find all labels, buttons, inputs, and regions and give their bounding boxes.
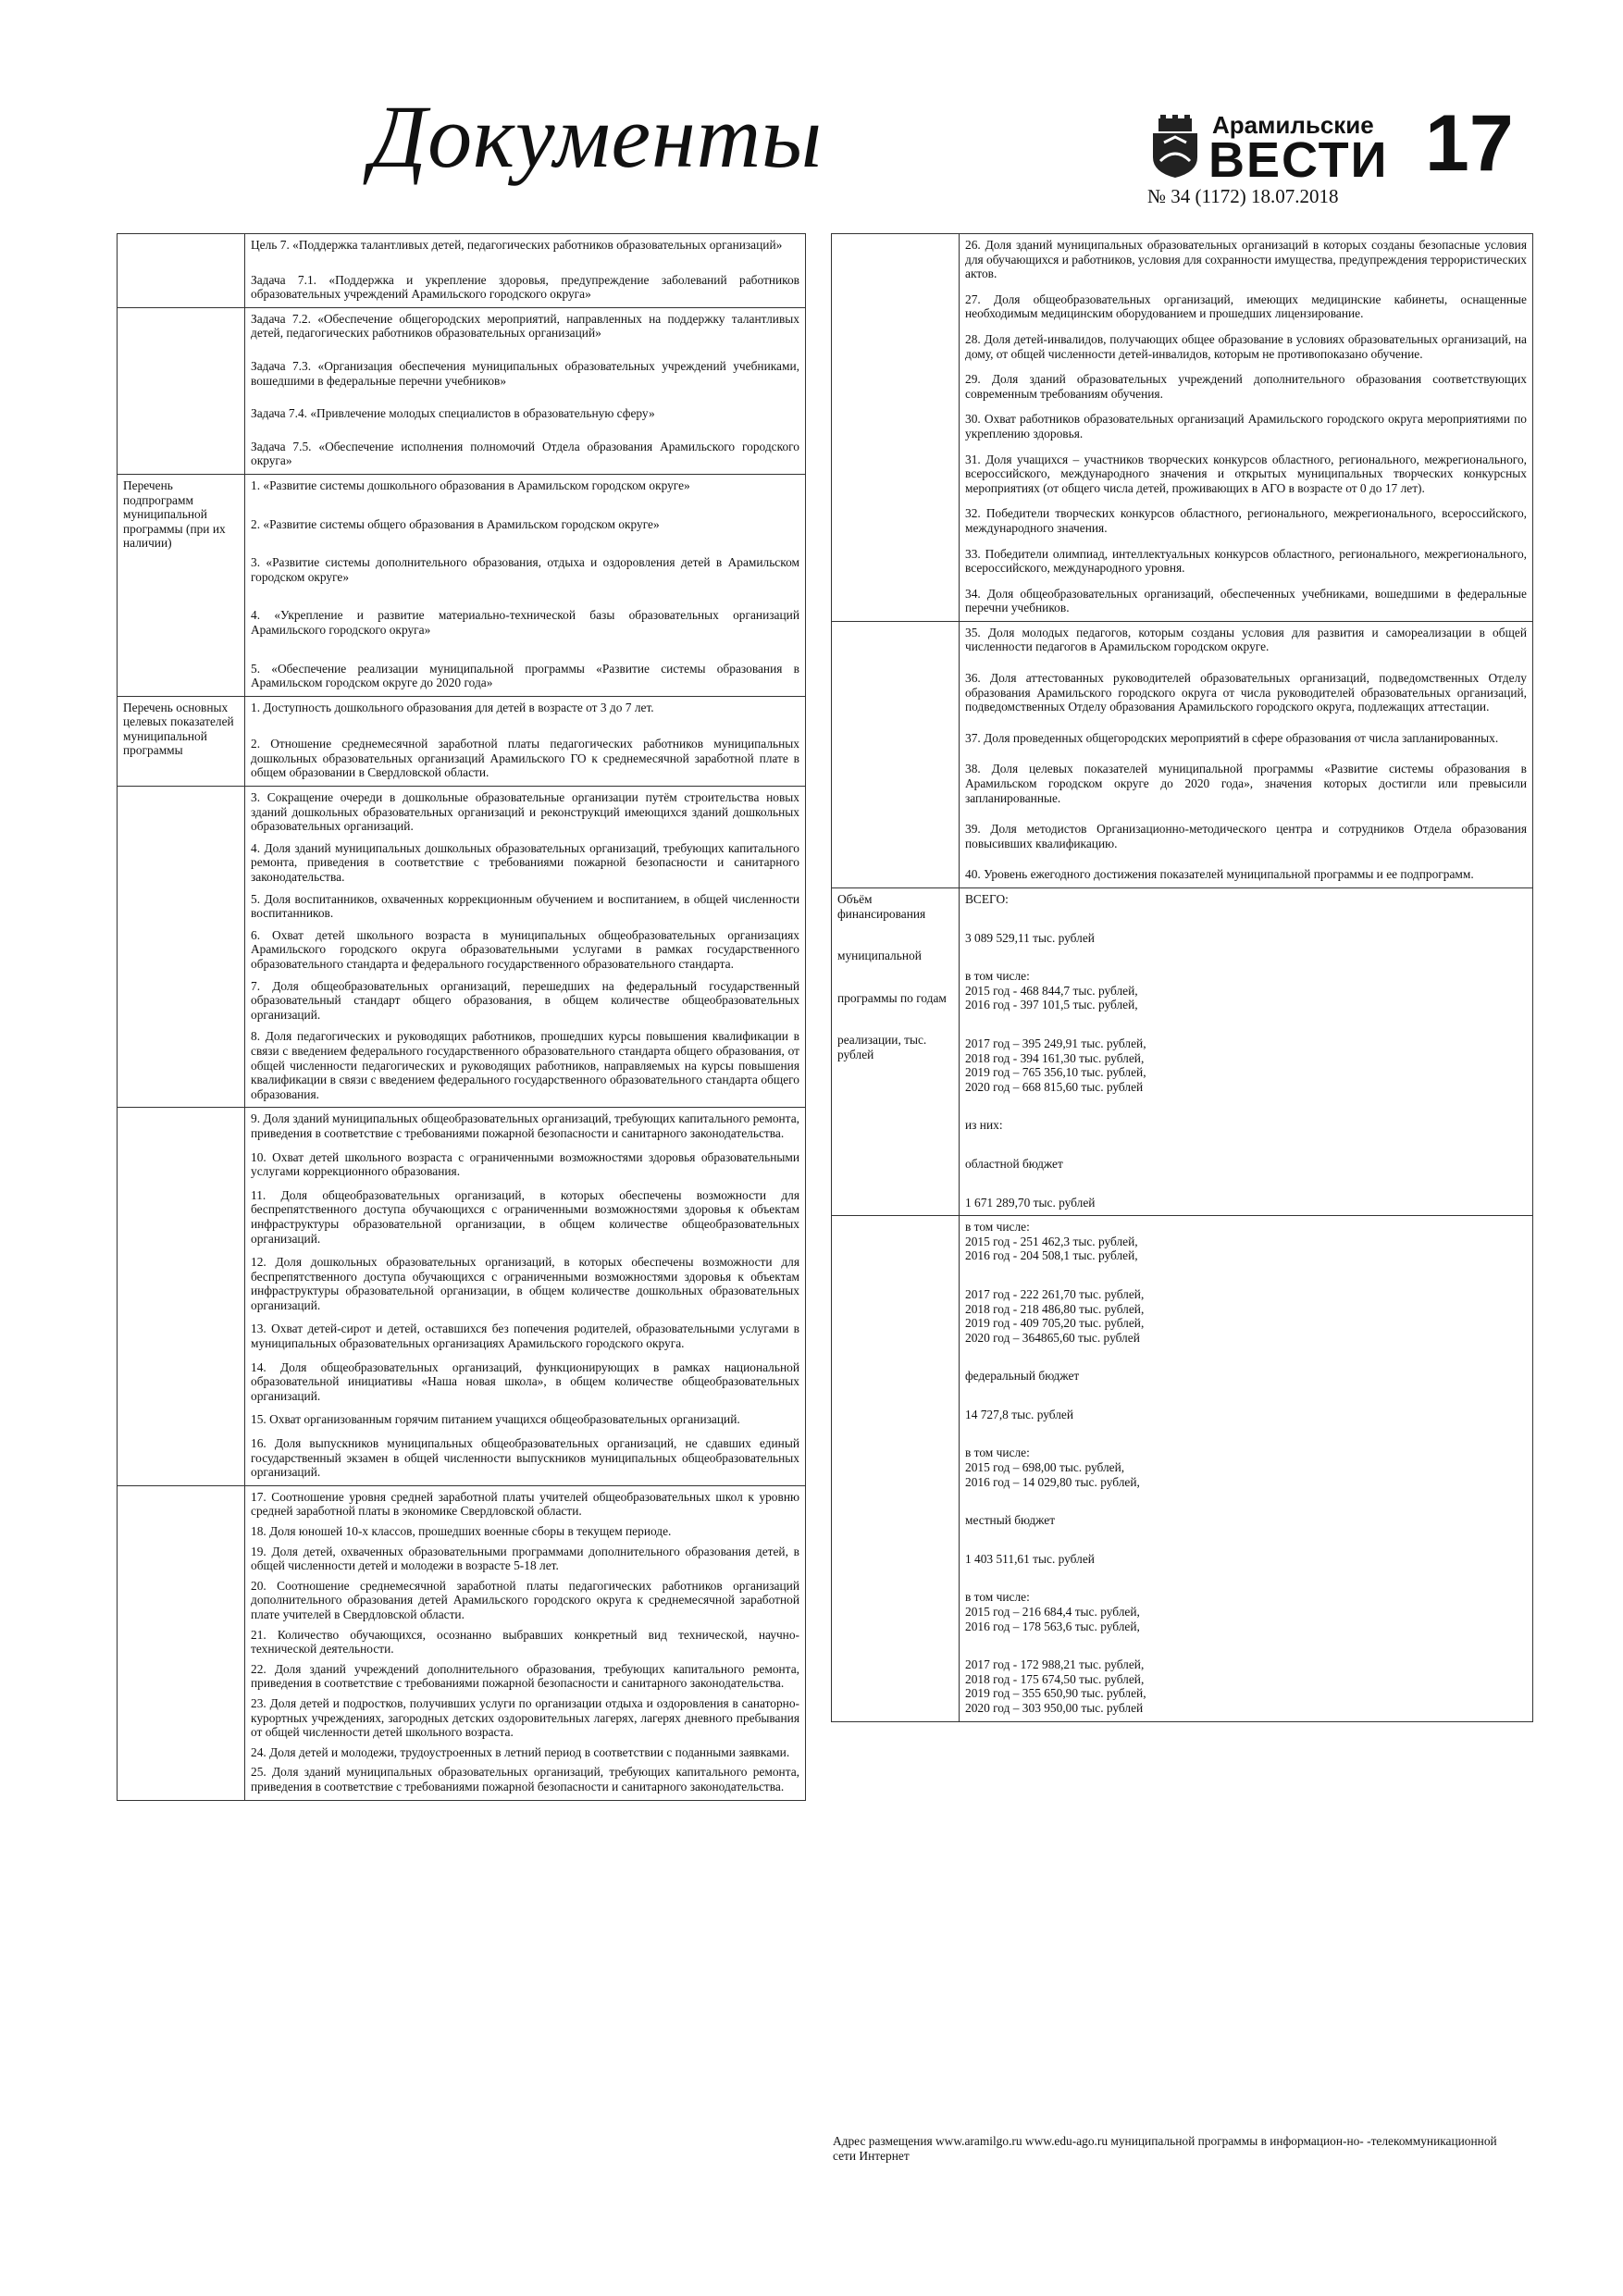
table-row xyxy=(118,234,806,308)
list-item: 38. Доля целевых показателей муниципальной программы «Развитие системы образования в Арамильском городском округе до 2020 года», значения которых достигли или превысили запланированные. xyxy=(965,762,1527,805)
row-label-cell xyxy=(118,234,245,308)
list-item: Задача 7.4. «Привлечение молодых специалистов в образовательную сферу» xyxy=(251,406,655,421)
row-label-part: Объём финансирования xyxy=(837,892,926,921)
list-item: 31. Доля учащихся – участников творческих конкурсов областного, регионального, межрегионального, всероссийского, международного значения и открытых муниципальных творческих конкурсных мероприятиях (от общего числа детей, проживающих в АГО в возрасте от 0 до 17 лет). xyxy=(965,452,1527,495)
list-item: 1 403 511,61 тыс. рублей xyxy=(965,1551,1095,1566)
list-item: 37. Доля проведенных общегородских мероприятий в сфере образования от числа запланированных. xyxy=(965,730,1499,745)
list-item: 40. Уровень ежегодного достижения показателей муниципальной программы и ее подпрограмм. xyxy=(965,867,1474,882)
row-content-cell xyxy=(960,234,1533,622)
list-item: 5. Доля воспитанников, охваченных коррекционным обучением и воспитанием, в общей численности воспитанников. xyxy=(251,891,799,921)
list-item: в том числе: 2015 год - 468 844,7 тыс. рублей, 2016 год - 397 101,5 тыс. рублей, xyxy=(965,969,1138,1012)
list-item: 14 727,8 тыс. рублей xyxy=(965,1407,1074,1421)
row-label-cell xyxy=(118,787,245,1108)
list-item: 33. Победители олимпиад, интеллектуальных конкурсов областного, регионального, межрегионального, всероссийского, международного уровня. xyxy=(965,546,1527,576)
list-item: областной бюджет xyxy=(965,1156,1063,1171)
list-item: 2017 год - 222 261,70 тыс. рублей, 2018 год - 218 486,80 тыс. рублей, 2019 год - 409 705,20 тыс. рублей, 2020 год – 364865,60 тыс. рублей xyxy=(965,1286,1145,1345)
table-row xyxy=(118,787,806,1108)
list-item: 17. Соотношение уровня средней заработной платы учителей общеобразовательных школ к уровню средней заработной платы в экономике Свердловской области. xyxy=(251,1489,799,1519)
left-passport-table xyxy=(117,233,806,1801)
row-label-cell xyxy=(118,696,245,786)
issue-number: № 34 (1172) 18.07.2018 xyxy=(1147,185,1339,207)
list-item: 25. Доля зданий муниципальных образовательных организаций, требующих капитального ремонта, приведения в соответствие с требованиями пожарной безопасности и санитарного законодательства. xyxy=(251,1765,799,1793)
list-item: 19. Доля детей, охваченных образовательными программами дополнительного образования детей, в общей численности детей и молодежи в возрасте 5-18 лет. xyxy=(251,1544,799,1573)
list-item: 28. Доля детей-инвалидов, получающих общее образование в условиях образовательных организаций, на дому, от общей численности детей-инвалидов, которым не противопоказано обучение. xyxy=(965,331,1527,361)
list-item: 20. Соотношение среднемесячной заработной платы педагогических работников организаций дополнительного образования детей Арамильского городского округа к среднемесячной заработной плате учителей в Свердловской области. xyxy=(251,1578,799,1621)
list-item: 10. Охват детей школьного возраста с ограниченными возможностями здоровья образовательными услугами коррекционного образования. xyxy=(251,1149,799,1179)
list-item: 11. Доля общеобразовательных организаций, в которых обеспечены возможности для беспрепятственного доступа обучающихся с ограниченными возможностями здоровья к объектам инфраструктуры образовательной организации, в общем количестве общеобразовательных организаций. xyxy=(251,1187,799,1246)
list-item: 36. Доля аттестованных руководителей образовательных организаций, подведомственных Отделу образования Арамильского городского округа от числа руководителей образовательных организаций, подведомственных Отделу образования Арамильского городского округа, подлежащих аттестации. xyxy=(965,671,1527,714)
list-item: 1. Доступность дошкольного образования для детей в возрасте от 3 до 7 лет. xyxy=(251,700,654,714)
list-item: 2017 год - 172 988,21 тыс. рублей, 2018 год - 175 674,50 тыс. рублей, 2019 год – 355 650,90 тыс. рублей, 2020 год – 303 950,00 тыс. рублей xyxy=(965,1657,1146,1715)
list-item: 1. «Развитие системы дошкольного образования в Арамильском городском округе» xyxy=(251,478,690,492)
table-row xyxy=(118,474,806,696)
city-crest-icon xyxy=(1147,115,1203,180)
list-item: 3. Сокращение очереди в дошкольные образовательные организации путём строительства новых зданий дошкольных образовательных организаций и реконструкций имеющихся зданий дошкольных образовательных организаций. xyxy=(251,790,799,834)
list-item: 27. Доля общеобразовательных организаций, имеющих медицинские кабинеты, оснащенные необходимым медицинским оборудованием и прошедших лицензирование. xyxy=(965,292,1527,321)
row-content-cell xyxy=(960,1216,1533,1721)
list-item: Цель 7. «Поддержка талантливых детей, педагогических работников образовательных организаций» xyxy=(251,238,783,252)
list-item: Задача 7.1. «Поддержка и укрепление здоровья, предупреждение заболеваний работников образовательных учреждений Арамильского городского округа» xyxy=(251,272,799,302)
list-item: 30. Охват работников образовательных организаций Арамильского городского округа мероприятиями по укреплению здоровья. xyxy=(965,412,1527,441)
list-item: 6. Охват детей школьного возраста в муниципальных общеобразовательных организациях Арамильского городского округа образовательными услугами в рамках государственного образовательного стандарта и федерального государственного образовательного стандарта. xyxy=(251,927,799,971)
row-label: Перечень подпрограмм муниципальной программы (при их наличии) xyxy=(123,478,226,551)
list-item: 22. Доля зданий учреждений дополнительного образования, требующих капитального ремонта, приведения в соответствие с требованиями пожарной безопасности и санитарного законодательства. xyxy=(251,1661,799,1691)
list-item: Задача 7.2. «Обеспечение общегородских мероприятий, направленных на поддержку талантливых детей, педагогических работников образовательных организаций» xyxy=(251,311,799,341)
list-item: 12. Доля дошкольных образовательных организаций, в которых обеспечены возможности для беспрепятственного доступа обучающихся с ограниченными возможностями здоровья к объектам инфраструктуры образовательной организации, в общем количестве дошкольных образовательных организаций. xyxy=(251,1255,799,1312)
row-content-cell xyxy=(960,621,1533,887)
list-item: 21. Количество обучающихся, осознанно выбравших конкретный вид технической, научно-технической деятельности. xyxy=(251,1627,799,1657)
list-item: 14. Доля общеобразовательных организаций, функционирующих в рамках национальной образовательной инициативы «Наша новая школа», в общем количестве общеобразовательных организаций. xyxy=(251,1359,799,1403)
row-label-cell xyxy=(832,621,960,887)
newspaper-name-small: Арамильские xyxy=(1212,111,1374,139)
list-item: 24. Доля детей и молодежи, трудоустроенных в летний период в соответствии с поданными заявками. xyxy=(251,1744,790,1759)
list-item: 7. Доля общеобразовательных организаций, перешедших на федеральный государственный образовательный стандарт общего образования, в общем количестве общеобразовательных организаций. xyxy=(251,978,799,1022)
page-number: 17 xyxy=(1425,99,1514,188)
list-item: Задача 7.3. «Организация обеспечения муниципальных образовательных учреждений учебниками, вошедшими в федеральные перечни учебников» xyxy=(251,358,799,388)
row-content-cell xyxy=(245,307,806,474)
row-label-cell xyxy=(832,234,960,622)
row-label-part: программы по годам xyxy=(837,990,947,1005)
list-item: 39. Доля методистов Организационно-методического центра и сотрудников Отдела образования повысивших квалификацию. xyxy=(965,822,1527,850)
list-item: 4. «Укрепление и развитие материально-технической базы образовательных организаций Арамильского городского округа» xyxy=(251,608,799,637)
list-item: 16. Доля выпускников муниципальных общеобразовательных организаций, не сдавших единый государственный экзамен в общей численности выпускников муниципальных общеобразовательных организаций. xyxy=(251,1436,799,1480)
list-item: в том числе: 2015 год - 251 462,3 тыс. рублей, 2016 год - 204 508,1 тыс. рублей, xyxy=(965,1220,1138,1263)
list-item: 26. Доля зданий муниципальных образовательных организаций в которых созданы безопасные условия для обучающихся и работников, условия для сохранности имущества, предупреждения террористических актов. xyxy=(965,238,1527,281)
row-content-cell xyxy=(245,696,806,786)
list-item: 4. Доля зданий муниципальных дошкольных образовательных организаций, требующих капитального ремонта, приведения в соответствие с требованиями пожарной безопасности и санитарного законодательства. xyxy=(251,840,799,885)
row-label-cell xyxy=(832,1216,960,1721)
newspaper-name-big: ВЕСТИ xyxy=(1208,132,1389,188)
list-item: 13. Охват детей-сирот и детей, оставшихся без попечения родителей, образовательными услугами в муниципальных образовательных организациях Арамильского городского округа. xyxy=(251,1322,799,1351)
list-item: 3. «Развитие системы дополнительного образования, отдыха и оздоровления детей в Арамильском городском округе» xyxy=(251,555,799,584)
list-item: 18. Доля юношей 10-х классов, прошедших военные сборы в текущем периоде. xyxy=(251,1524,672,1538)
list-item: Задача 7.5. «Обеспечение исполнения полномочий Отдела образования Арамильского городского округа» xyxy=(251,439,799,468)
list-item: 29. Доля зданий образовательных учреждений дополнительного образования соответствующих современным требованиям обучения. xyxy=(965,372,1527,401)
list-item: 1 671 289,70 тыс. рублей xyxy=(965,1195,1096,1210)
table-row xyxy=(118,1108,806,1485)
list-item: 32. Победители творческих конкурсов областного, регионального, межрегионального, всероссийского, международного значения. xyxy=(965,506,1527,535)
row-content-cell xyxy=(245,1108,806,1485)
row-content-cell xyxy=(245,474,806,696)
table-row xyxy=(832,621,1533,887)
row-label: Перечень основных целевых показателей муниципальной программы xyxy=(123,700,234,758)
table-row xyxy=(118,307,806,474)
newspaper-logo xyxy=(1147,111,1389,188)
row-label-cell xyxy=(118,1108,245,1485)
list-item: 23. Доля детей и подростков, получивших услуги по организации отдыха и оздоровления в санаторно- курортных учреждениях, загородных детских оздоровительных лагерях, лагерях дневного пребывания от общей численности детей школьного возраста. xyxy=(251,1695,799,1740)
row-label-cell xyxy=(118,474,245,696)
list-item: 15. Охват организованным горячим питанием учащихся общеобразовательных организаций. xyxy=(251,1412,740,1427)
table-row xyxy=(118,1485,806,1800)
row-label-part: муниципальной xyxy=(837,949,922,963)
table-row xyxy=(118,696,806,786)
list-item: 34. Доля общеобразовательных организаций, обеспеченных учебниками, вошедшими в федеральные перечни учебников. xyxy=(965,586,1527,615)
list-item: в том числе: 2015 год – 216 684,4 тыс. рублей, 2016 год – 178 563,6 тыс. рублей, xyxy=(965,1590,1140,1633)
table-row xyxy=(832,234,1533,622)
list-item: 3 089 529,11 тыс. рублей xyxy=(965,930,1095,945)
list-item: 2. «Развитие системы общего образования в Арамильском городском округе» xyxy=(251,516,660,531)
table-row xyxy=(832,888,1533,1216)
row-label-cell xyxy=(832,888,960,1216)
row-label-cell xyxy=(118,307,245,474)
list-item: местный бюджет xyxy=(965,1513,1056,1528)
list-item: 2017 год – 395 249,91 тыс. рублей, 2018 год - 394 161,30 тыс. рублей, 2019 год – 765 356,10 тыс. рублей, 2020 год – 668 815,60 тыс. рублей xyxy=(965,1036,1146,1094)
row-label-part: реализации, тыс. рублей xyxy=(837,1033,927,1061)
list-item: 5. «Обеспечение реализации муниципальной программы «Развитие системы образования в Арамильском городском округе до 2020 года» xyxy=(251,661,799,690)
row-content-cell xyxy=(245,1485,806,1800)
row-content-cell xyxy=(245,787,806,1108)
list-item: 35. Доля молодых педагогов, которым созданы условия для развития и самореализации в общей численности педагогов в Арамильском городском округе. xyxy=(965,625,1527,654)
list-item: 2. Отношение среднемесячной заработной платы педагогических работников муниципальных дошкольных образовательных организаций Арамильского ГО к среднемесячной заработной плате в общем образовании в Свердловской области. xyxy=(251,737,799,780)
list-item: в том числе: 2015 год – 698,00 тыс. рублей, 2016 год – 14 029,80 тыс. рублей, xyxy=(965,1446,1140,1489)
row-label-cell xyxy=(118,1485,245,1800)
list-item: из них: xyxy=(965,1118,1003,1133)
row-content-cell xyxy=(245,234,806,308)
list-item: 9. Доля зданий муниципальных общеобразовательных организаций, требующих капитального ремонта, приведения в соответствие с требованиями пожарной безопасности и санитарного законодательства. xyxy=(251,1111,799,1140)
publication-address-note: Адрес размещения www.aramilgo.ru www.edu-ago.ru муниципальной программы в информацион-но- -телекоммуникационной сети Интернет xyxy=(833,2134,1497,2163)
list-item: ВСЕГО: xyxy=(965,892,1009,906)
right-passport-table xyxy=(831,233,1533,1722)
row-content-cell xyxy=(960,888,1533,1216)
list-item: 8. Доля педагогических и руководящих работников, прошедших курсы повышения квалификации в связи с введением федерального государственного образовательного стандарта общего образования, от общей численности педагогических и руководящих работников, направляемых на курсы повышения квалификации в связи с введением федерального государственного образовательного стандарта общего образования. xyxy=(251,1029,799,1101)
list-item: федеральный бюджет xyxy=(965,1369,1080,1384)
section-title: Документы xyxy=(370,87,824,186)
table-row xyxy=(832,1216,1533,1721)
